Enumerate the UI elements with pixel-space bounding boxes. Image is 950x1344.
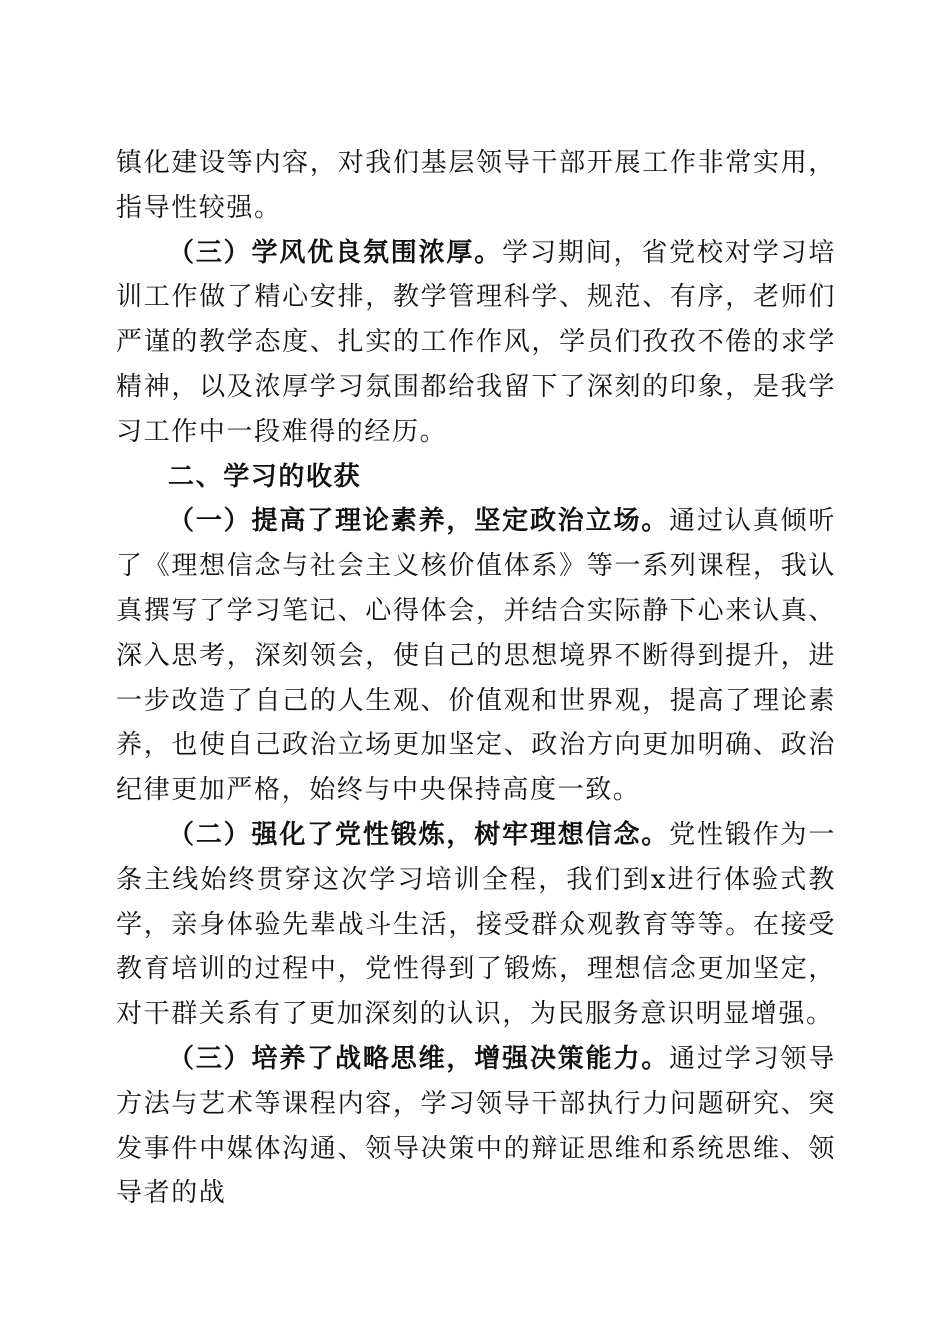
paragraph-lead: （三）学风优良氛围浓厚。 (168, 237, 503, 268)
paragraph-text: 学习期间，省党校对学习培训工作做了精心安排，教学管理科学、规范、有序，老师们严谨的教学态度、扎实的工作作风，学员们孜孜不倦的求学精神，以及浓厚学习氛围都给我留下了深刻的印象，是我学习工作中一段难得的经历。 (116, 237, 837, 447)
paragraph-continuation (116, 141, 836, 231)
paragraph-text: 通过认真倾听了《理想信念与社会主义核价值体系》等一系列课程，我认真撰写了学习笔记、心得体会，并结合实际静下心来认真、深入思考，深刻领会，使自己的思想境界不断得到提升，进一步改造了自己的人生观、价值观和世界观，提高了理论素养，也使自己政治立场更加坚定、政治方向更加明确、政治纪律更加严格，始终与中央保持高度一致。 (116, 506, 836, 806)
paragraph-text: 通过学习领导方法与艺术等课程内容，学习领导干部执行力问题研究、突发事件中媒体沟通、领导决策中的辩证思维和系统思维、领导者的战 (116, 1043, 836, 1209)
paragraph-party-spirit (116, 813, 836, 1037)
paragraph-theory (116, 499, 836, 813)
paragraph-lead: （三）培养了战略思维，增强决策能力。 (168, 1043, 670, 1074)
heading-text: 二、学习的收获 (168, 461, 362, 492)
paragraph-lead: （一）提高了理论素养，坚定政治立场。 (168, 506, 670, 537)
document-body (116, 141, 836, 1216)
section-heading-gains (116, 455, 836, 500)
paragraph-text: 党性锻作为一条主线始终贯穿这次学习培训全程，我们到x进行体验式教学，亲身体验先辈战斗生活，接受群众观教育等等。在接受教育培训的过程中，党性得到了锻炼，理想信念更加坚定，对干群关系有了更加深刻的认识，为民服务意识明显增强。 (116, 819, 836, 1030)
paragraph-strategic-thinking (116, 1037, 836, 1216)
paragraph-study-atmosphere (116, 231, 836, 455)
paragraph-lead: （二）强化了党性锻炼，树牢理想信念。 (168, 819, 670, 850)
paragraph-text: 镇化建设等内容，对我们基层领导干部开展工作非常实用，指导性较强。 (116, 148, 836, 223)
